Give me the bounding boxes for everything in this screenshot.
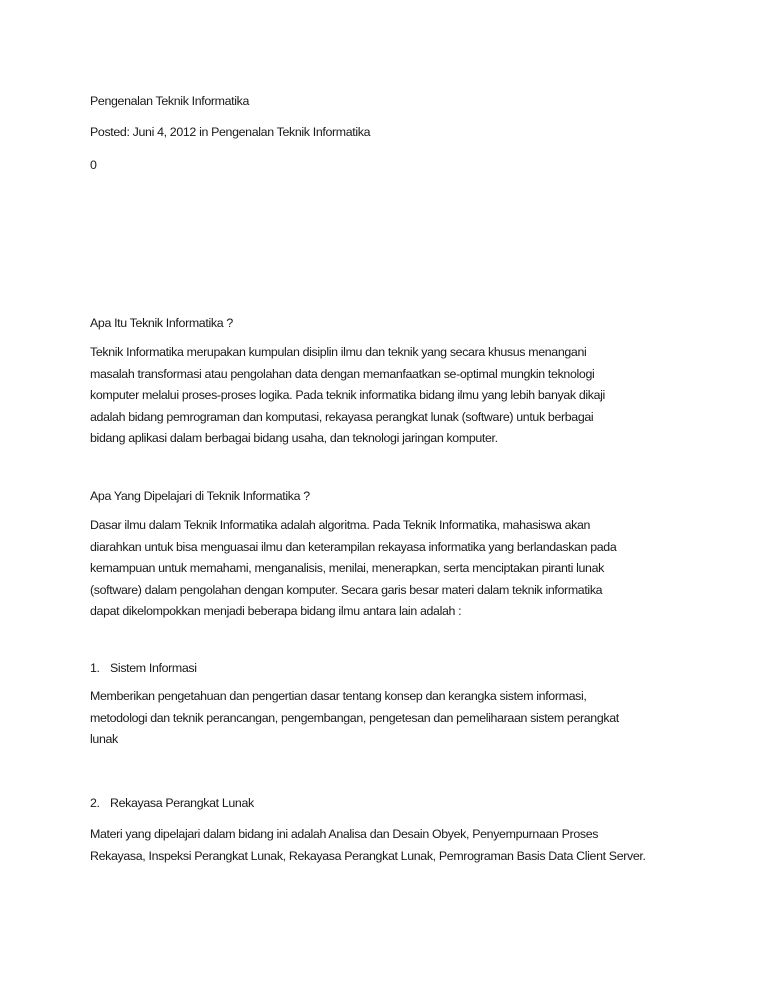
paragraph-line: metodologi dan teknik perancangan, pengembangan, pengetesan dan pemeliharaan sistem perangkat [90,710,619,725]
paragraph-line: lunak [90,732,118,746]
paragraph-line: komputer melalui proses-proses logika. Pada teknik informatika bidang ilmu yang lebih banyak dikaji [90,388,605,402]
paragraph-line: kemampuan untuk memahami, menganalisis, menilai, menerapkan, serta menciptakan piranti lunak [90,561,604,575]
section-heading: Apa Itu Teknik Informatika ? [90,316,233,330]
list-number: 2. [90,796,100,810]
paragraph-line: Memberikan pengetahuan dan pengertian dasar tentang konsep dan kerangka sistem informasi, [90,689,587,703]
list-item-paragraph [90,824,680,867]
section-paragraph [90,342,680,450]
paragraph-line: Materi yang dipelajari dalam bidang ini adalah Analisa dan Desain Obyek, Penyempurnaan Proses [90,827,599,841]
paragraph-line: bidang aplikasi dalam berbagai bidang usaha, dan teknologi jaringan komputer. [90,431,498,445]
paragraph-line: Rekayasa, Inspeksi Perangkat Lunak, Rekayasa Perangkat Lunak, Pemrograman Basis Data Client Server. [90,848,646,863]
paragraph-line: masalah transformasi atau pengolahan data dengan memanfaatkan se-optimal mungkin teknologi [90,366,595,381]
post-meta: Posted: Juni 4, 2012 in Pengenalan Teknik Informatika [90,125,371,139]
list-item-heading [90,795,254,811]
list-item-title: Sistem Informasi [110,661,197,675]
paragraph-line: Dasar ilmu dalam Teknik Informatika adalah algoritma. Pada Teknik Informatika, mahasiswa akan [90,518,591,532]
section-paragraph [90,515,680,623]
list-item-title: Rekayasa Perangkat Lunak [110,796,254,810]
comment-count: 0 [90,158,97,172]
paragraph-line: adalah bidang pemrograman dan komputasi, rekayasa perangkat lunak (software) untuk berbagai [90,409,594,424]
document-title: Pengenalan Teknik Informatika [90,94,250,108]
paragraph-line: Teknik Informatika merupakan kumpulan disiplin ilmu dan teknik yang secara khusus menangani [90,345,587,359]
section-heading: Apa Yang Dipelajari di Teknik Informatika ? [90,489,310,503]
paragraph-line: dapat dikelompokkan menjadi beberapa bidang ilmu antara lain adalah : [90,604,462,618]
paragraph-line: diarahkan untuk bisa menguasai ilmu dan keterampilan rekayasa informatika yang berlandaskan pada [90,539,617,554]
list-item-paragraph [90,686,680,751]
paragraph-line: (software) dalam pengolahan dengan komputer. Secara garis besar materi dalam teknik informatika [90,582,603,597]
list-item-heading [90,660,197,676]
list-number: 1. [90,661,100,675]
